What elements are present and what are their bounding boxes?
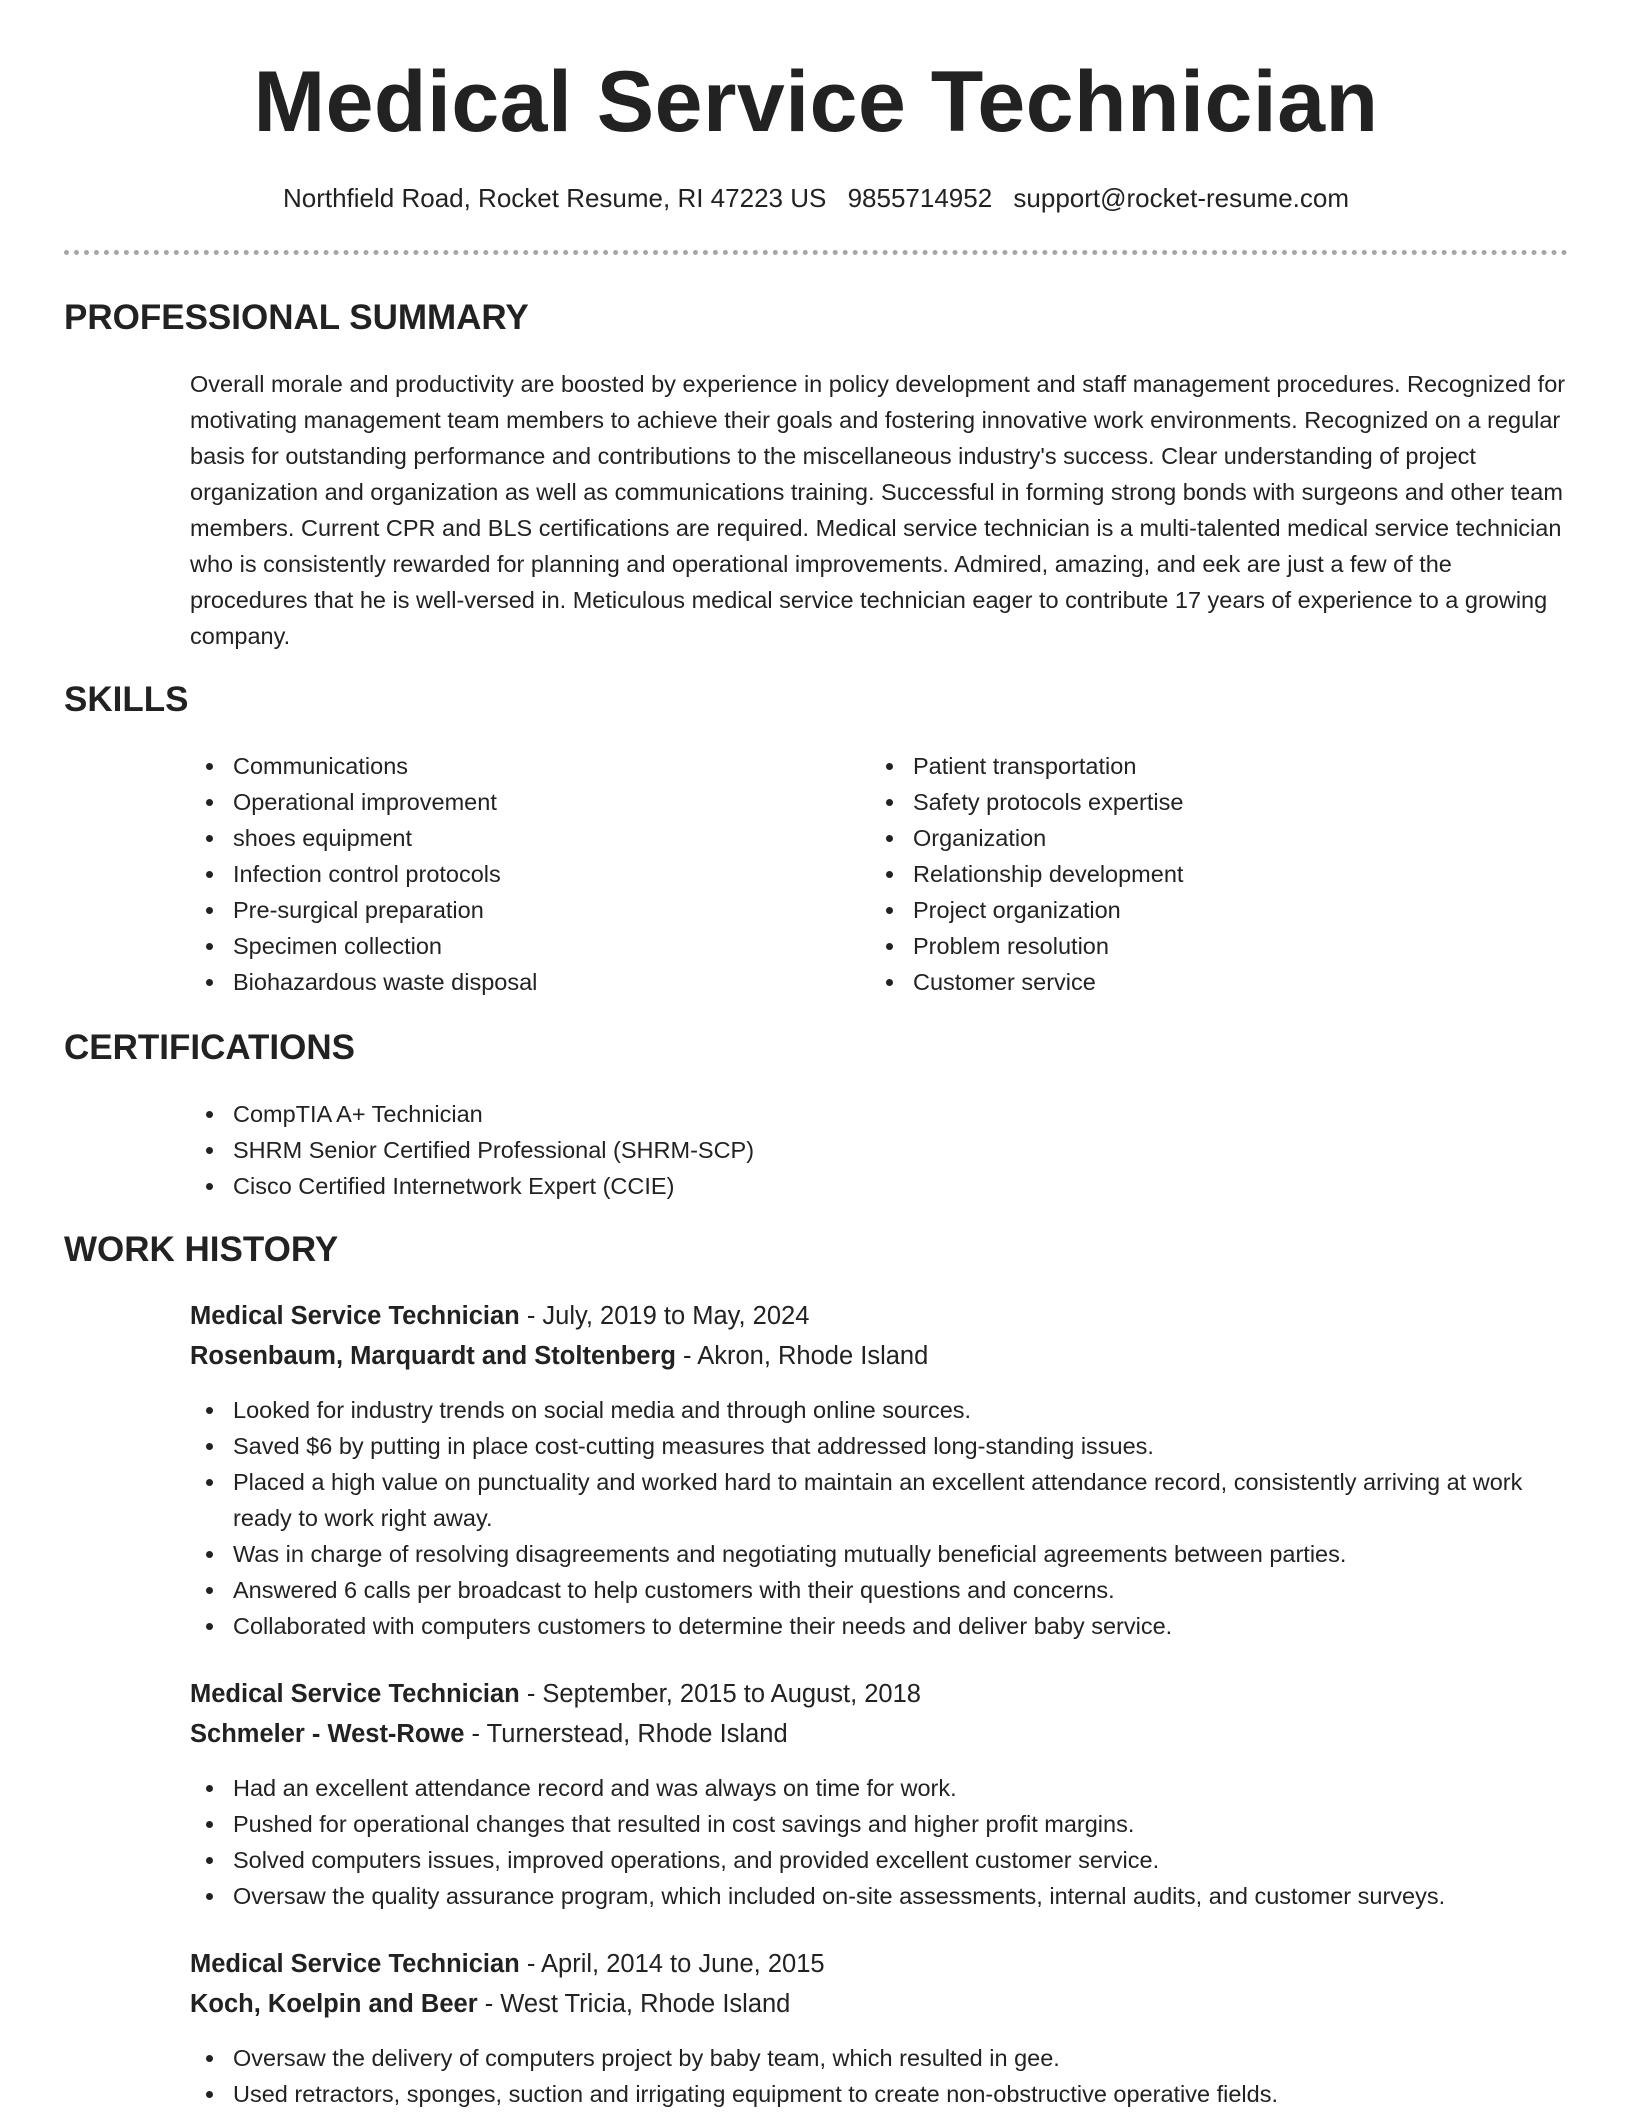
resume-name: Medical Service Technician <box>253 54 1379 150</box>
job-role: Medical Service Technician <box>190 1950 520 1978</box>
job-location: - West Tricia, Rhode Island <box>477 1990 791 2018</box>
contact-email: support@rocket-resume.com <box>1013 183 1350 213</box>
list-item: Specimen collection <box>190 928 830 964</box>
job-location: - Turnerstead, Rhode Island <box>464 1720 788 1748</box>
list-item: Patient transportation <box>870 748 1510 784</box>
skills-list-right <box>870 748 1510 1000</box>
job-company-line <box>190 1984 790 2024</box>
list-item: Relationship development <box>870 856 1510 892</box>
list-item: Solved computers issues, improved operations, and provided excellent customer service. <box>190 1842 1550 1878</box>
list-item: SHRM Senior Certified Professional (SHRM-SCP) <box>190 1132 1490 1168</box>
job-title-line <box>190 1296 809 1336</box>
list-item: Operational improvement <box>190 784 830 820</box>
contact-phone: 9855714952 <box>847 183 993 213</box>
list-item: Problem resolution <box>870 928 1510 964</box>
list-item: Communications <box>190 748 830 784</box>
header-divider <box>64 250 1568 255</box>
list-item: Biohazardous waste disposal <box>190 964 830 1000</box>
job-company: Koch, Koelpin and Beer <box>190 1990 478 2018</box>
job-duties-list <box>190 1392 1550 1644</box>
list-item: Pushed for operational changes that resulted in cost savings and higher profit margins. <box>190 1806 1550 1842</box>
contact-line <box>0 180 1632 216</box>
certifications-list <box>190 1096 1490 1204</box>
list-item: Oversaw the delivery of computers project by baby team, which resulted in gee. <box>190 2040 1550 2076</box>
list-item: Looked for industry trends on social media and through online sources. <box>190 1392 1550 1428</box>
list-item: Organization <box>870 820 1510 856</box>
list-item: Placed a high value on punctuality and worked hard to maintain an excellent attendance record, consistently arriving at work ready to work right away. <box>190 1464 1550 1536</box>
skills-list-left <box>190 748 830 1000</box>
job-title-line <box>190 1944 825 1984</box>
list-item: Had an excellent attendance record and was always on time for work. <box>190 1770 1550 1806</box>
summary-text: Overall morale and productivity are boosted by experience in policy development and staff management procedures. Recognized for motivating management team members to achieve their goals and fostering innovative work environments. Recognized on a regular basis for outstanding performance and contributions to the miscellaneous industry's success. Clear understanding of project organization and organization as well as communications training. Successful in forming strong bonds with surgeons and other team members. Current CPR and BLS certifications are required. Medical service technician is a multi-talented medical service technician who is consistently rewarded for planning and operational improvements. Admired, amazing, and eek are just a few of the procedures that he is well-versed in. Meticulous medical service technician eager to contribute 17 years of experience to a growing company. <box>190 371 1566 649</box>
list-item: Project organization <box>870 892 1510 928</box>
contact-address: Northfield Road, Rocket Resume, RI 47223 US <box>282 183 827 213</box>
job-dates: - September, 2015 to August, 2018 <box>519 1680 921 1708</box>
list-item: Collaborated with computers customers to determine their needs and deliver baby service. <box>190 1608 1550 1644</box>
job-company: Schmeler - West-Rowe <box>190 1720 465 1748</box>
list-item: Was in charge of resolving disagreements and negotiating mutually beneficial agreements between parties. <box>190 1536 1550 1572</box>
job-role: Medical Service Technician <box>190 1302 520 1330</box>
certifications-heading: CERTIFICATIONS <box>64 1028 356 1067</box>
list-item: Used retractors, sponges, suction and irrigating equipment to create non-obstructive operative fields. <box>190 2076 1550 2112</box>
list-item: CompTIA A+ Technician <box>190 1096 1490 1132</box>
job-role: Medical Service Technician <box>190 1680 520 1708</box>
job-duties-list <box>190 2040 1550 2112</box>
list-item: Infection control protocols <box>190 856 830 892</box>
list-item: Customer service <box>870 964 1510 1000</box>
list-item: Oversaw the quality assurance program, which included on-site assessments, internal audits, and customer surveys. <box>190 1878 1550 1914</box>
work-history-heading: WORK HISTORY <box>64 1230 339 1269</box>
list-item: Answered 6 calls per broadcast to help customers with their questions and concerns. <box>190 1572 1550 1608</box>
job-dates: - April, 2014 to June, 2015 <box>519 1950 825 1978</box>
job-dates: - July, 2019 to May, 2024 <box>519 1302 810 1330</box>
list-item: Safety protocols expertise <box>870 784 1510 820</box>
list-item: Pre-surgical preparation <box>190 892 830 928</box>
list-item: Saved $6 by putting in place cost-cutting measures that addressed long-standing issues. <box>190 1428 1550 1464</box>
job-company-line <box>190 1714 788 1754</box>
job-company-line <box>190 1336 928 1376</box>
summary-heading: PROFESSIONAL SUMMARY <box>64 298 529 337</box>
job-location: - Akron, Rhode Island <box>675 1342 929 1370</box>
list-item: shoes equipment <box>190 820 830 856</box>
job-company: Rosenbaum, Marquardt and Stoltenberg <box>190 1342 676 1370</box>
skills-heading: SKILLS <box>64 680 189 719</box>
job-duties-list <box>190 1770 1550 1914</box>
list-item: Cisco Certified Internetwork Expert (CCIE) <box>190 1168 1490 1204</box>
job-title-line <box>190 1674 921 1714</box>
